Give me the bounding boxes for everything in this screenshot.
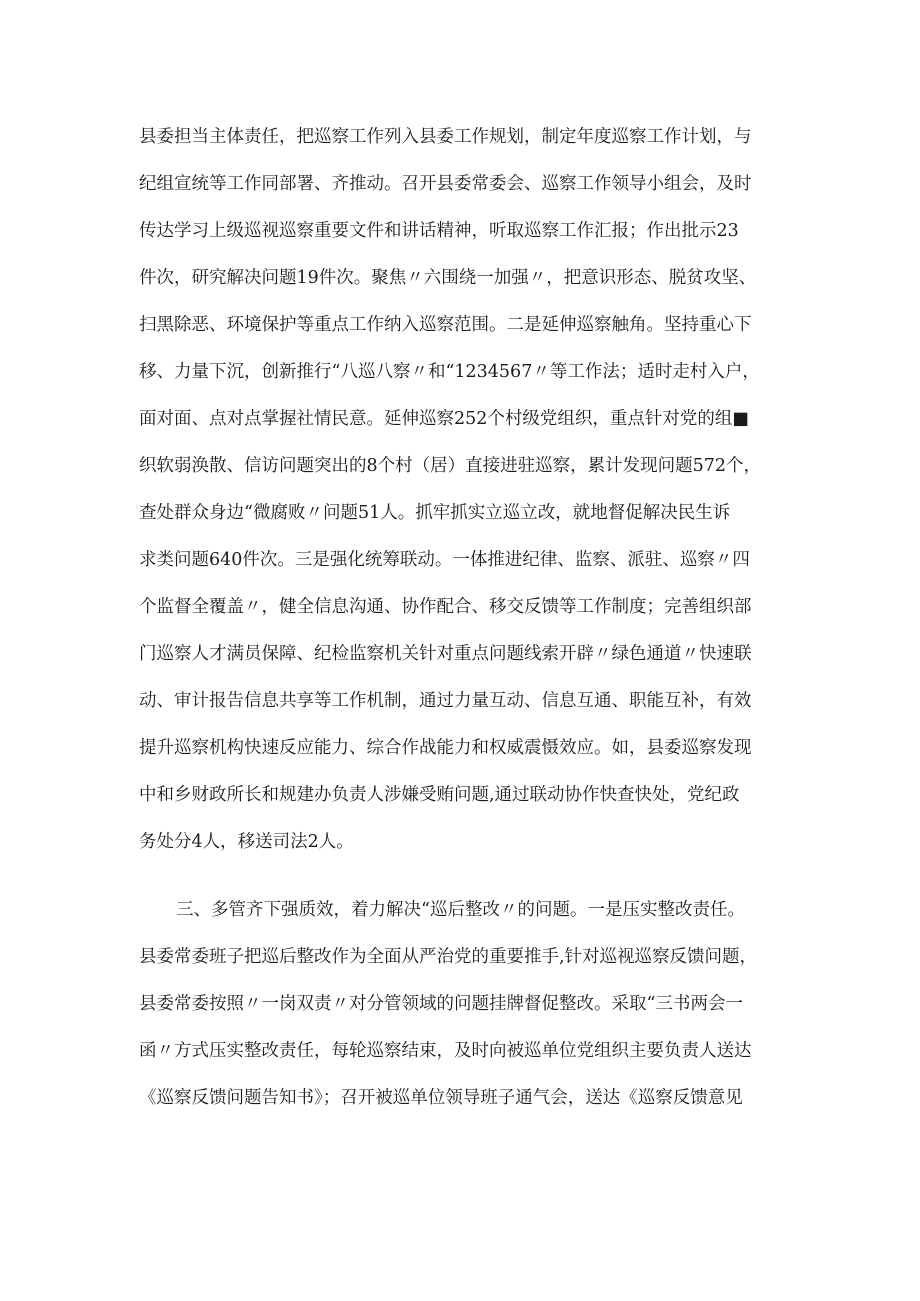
text-line-1: 县委担当主体责任，把巡察工作列入县委工作规划，制定年度巡察工作计划，与 xyxy=(139,127,752,147)
text-line-11: 个监督全覆盖〃，健全信息沟通、协作配合、移交反馈等工作制度；完善组织部 xyxy=(139,597,752,617)
text-line-7: 面对面、点对点掌握社情民意。延伸巡察252个村级党组织，重点针对党的组■ xyxy=(139,409,749,429)
text-line-4: 件次，研究解决问题19件次。聚焦〃六围绕一加强〃，把意识形态、脱贫攻坚、 xyxy=(139,268,757,288)
text-line-15: 中和乡财政所长和规建办负责人涉嫌受贿问题,通过联动协作快查快处，党纪政 xyxy=(139,785,740,805)
text-line-2: 纪组宣统等工作同部署、齐推动。召开县委常委会、巡察工作领导小组会，及时 xyxy=(139,174,752,194)
text-line-21: 《巡察反馈问题告知书》；召开被巡单位领导班子通气会，送达《巡察反馈意见 xyxy=(139,1088,743,1108)
text-line-6: 移、力量下沉，创新推行“八巡八察〃和“1234567〃等工作法；适时走村入户， xyxy=(139,362,760,382)
text-line-13: 动、审计报告信息共享等工作机制，通过力量互动、信息互通、职能互补，有效 xyxy=(139,691,752,711)
text-line-5: 扫黑除恶、环境保护等重点工作纳入巡察范围。二是延伸巡察触角。坚持重心下 xyxy=(139,315,752,335)
text-line-19: 县委常委按照〃一岗双责〃对分管领域的问题挂牌督促整改。采取“三书两会一 xyxy=(139,994,743,1014)
text-line-20: 函〃方式压实整改责任，每轮巡察结束，及时向被巡单位党组织主要负责人送达 xyxy=(139,1041,752,1061)
text-line-10: 求类问题640件次。三是强化统筹联动。一体推进纪律、监察、派驻、巡察〃四 xyxy=(139,550,750,570)
text-line-3: 传达学习上级巡视巡察重要文件和讲话精神，听取巡察工作汇报；作出批示23 xyxy=(139,221,739,241)
text-line-12: 门巡察人才满员保障、纪检监察机关针对重点问题线索开辟〃绿色通道〃快速联 xyxy=(139,644,752,664)
text-line-16: 务处分4人，移送司法2人。 xyxy=(139,832,354,852)
text-line-18: 县委常委班子把巡后整改作为全面从严治党的重要推手,针对巡视巡察反馈问题， xyxy=(139,947,758,967)
section-heading-line: 三、多管齐下强质效，着力解决“巡后整改〃的问题。一是压实整改责任。 xyxy=(176,900,745,920)
text-line-8: 织软弱涣散、信访问题突出的8个村（居）直接进驻巡察，累计发现问题572个， xyxy=(139,456,762,476)
text-line-14: 提升巡察机构快速反应能力、综合作战能力和权威震慑效应。如，县委巡察发现 xyxy=(139,738,752,758)
text-line-9: 查处群众身边“微腐败〃问题51人。抓牢抓实立巡立改，就地督促解决民生诉 xyxy=(139,503,731,523)
